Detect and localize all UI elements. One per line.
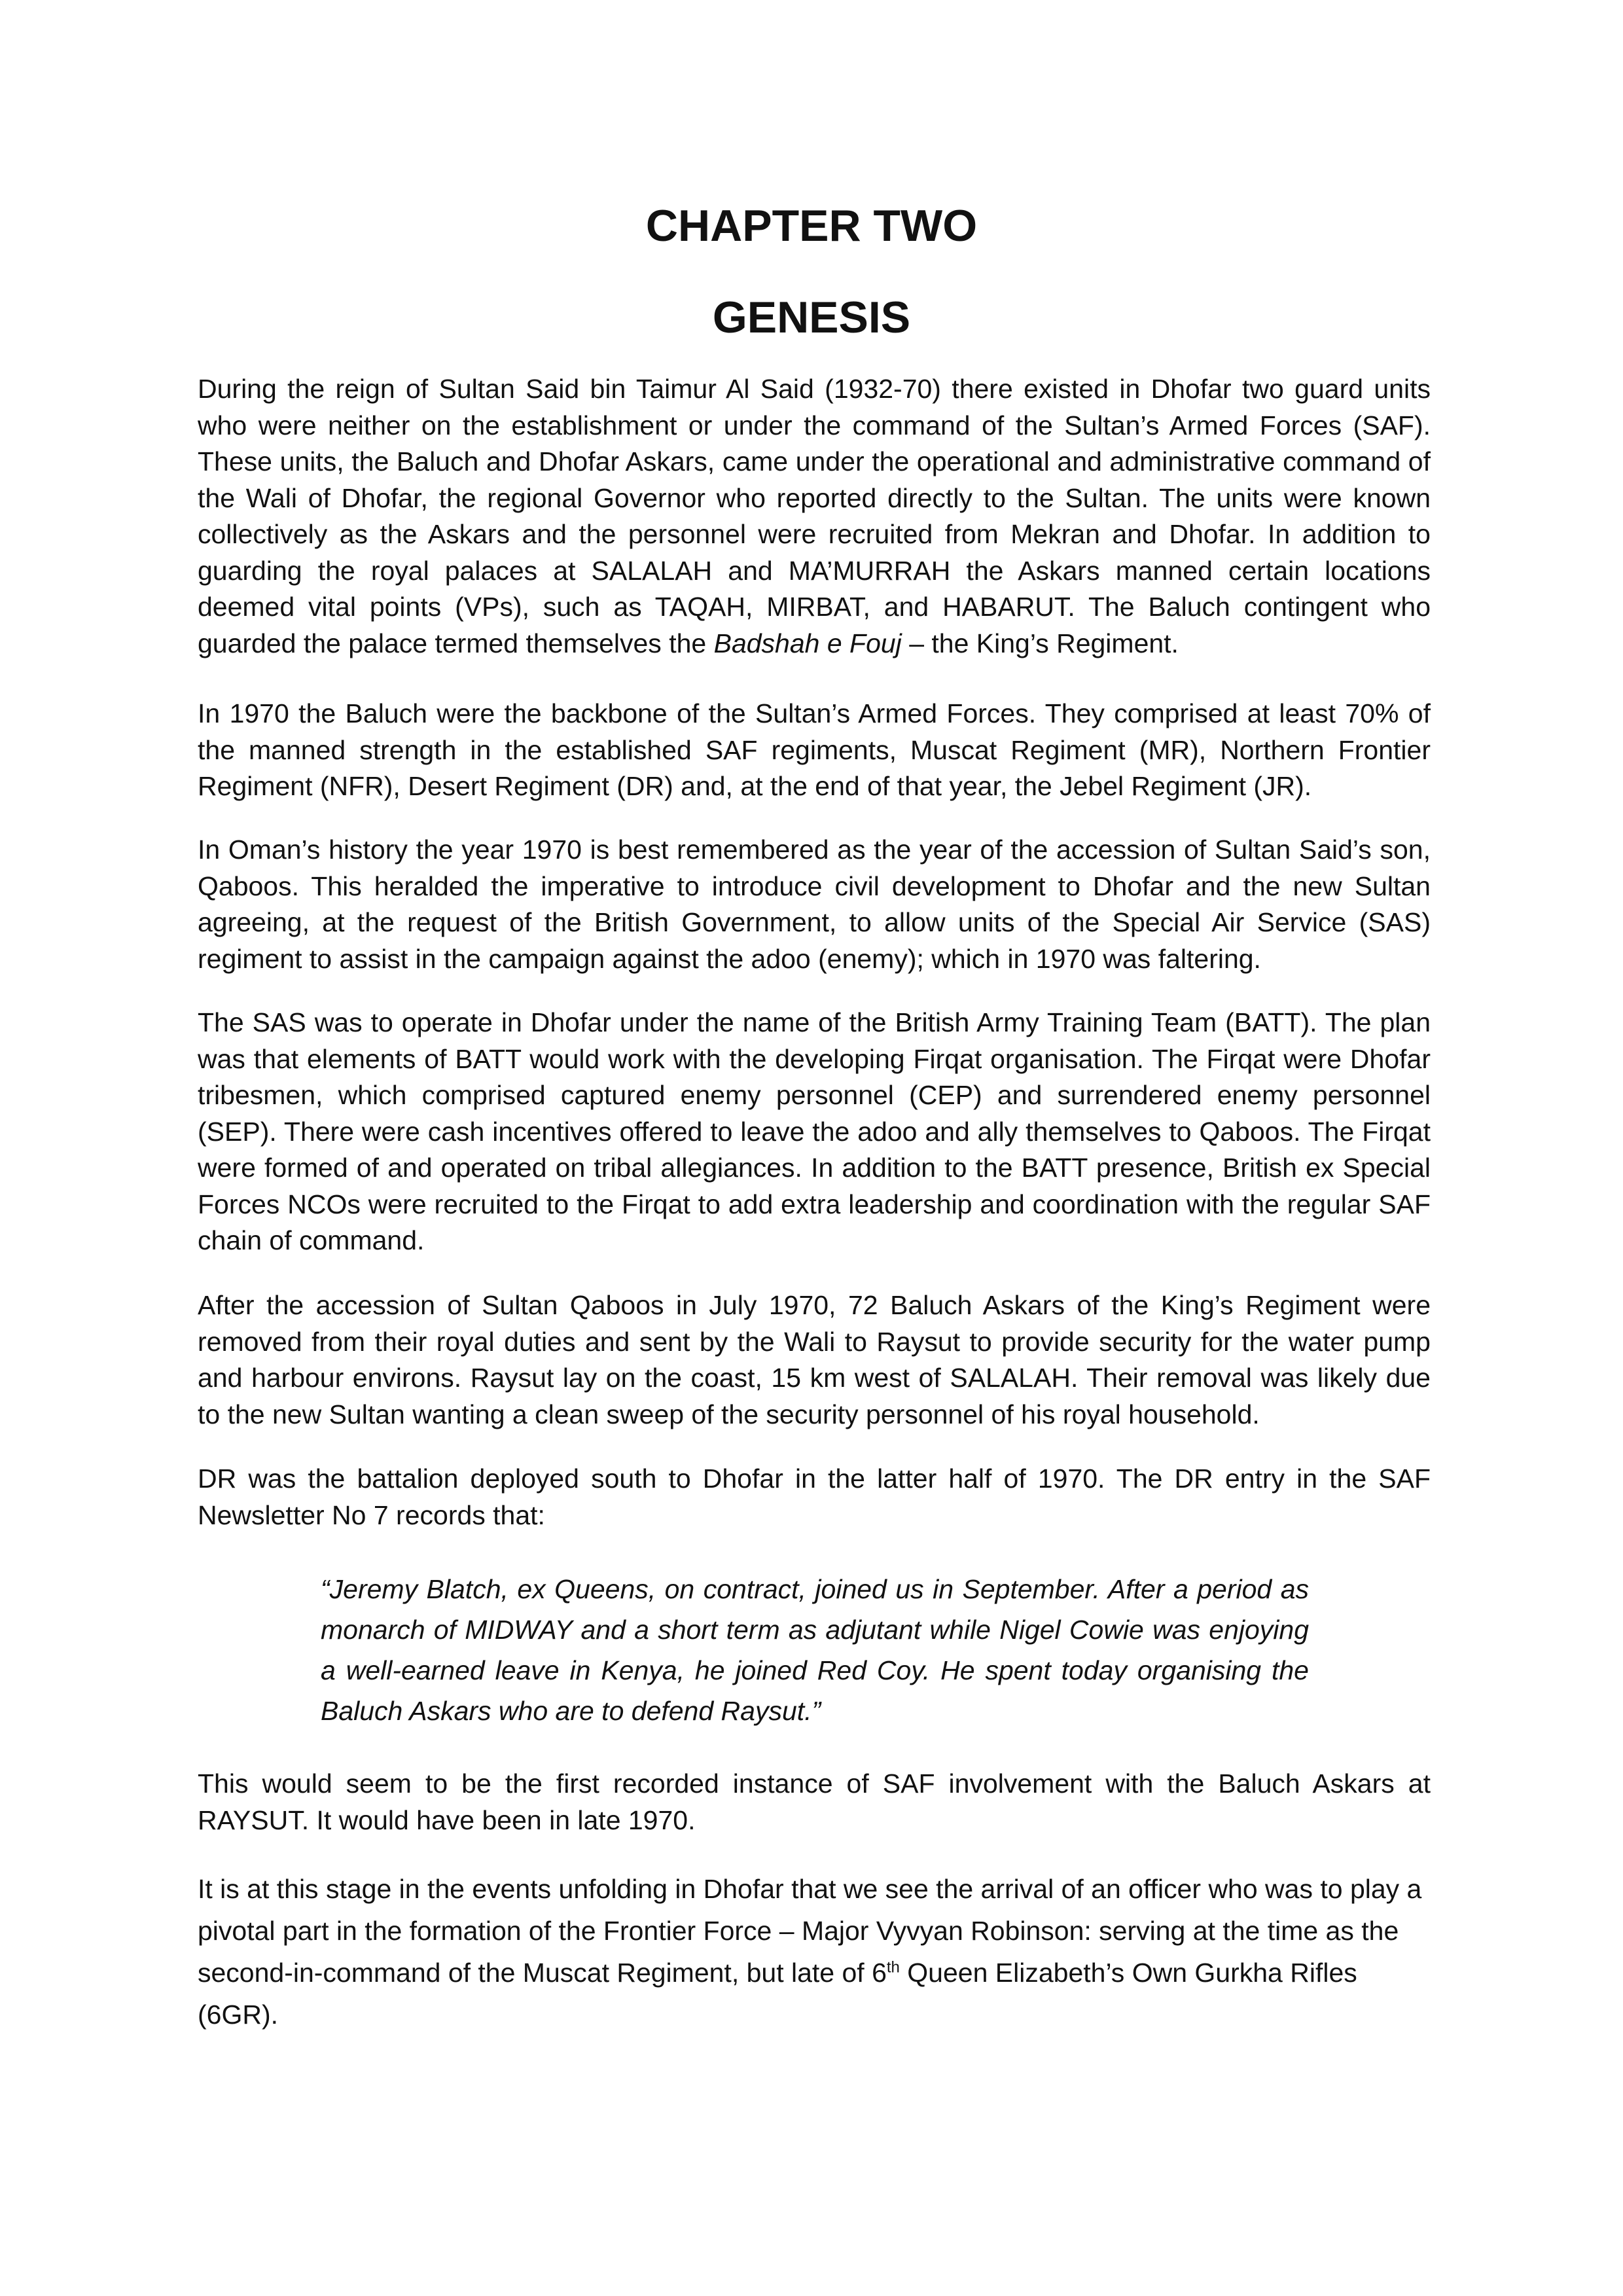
paragraph-robinson-text-end: Queen Elizabeth’s Own Gurkha Rifles (6GR). xyxy=(198,1958,1357,2030)
paragraph-sas-batt: The SAS was to operate in Dhofar under the name of the British Army Training Team (BATT). The plan was that elements of BATT would work with the developing Firqat organisation. The Firqat were Dhofar tribesmen, which comprised captured enemy personnel (CEP) and surrendered enemy personnel (SEP). There were cash incentives offered to leave the adoo and ally themselves to Qaboos. The Firqat were formed of and operated on tribal allegiances. In addition to the BATT presence, British ex Special Forces NCOs were recruited to the Firqat to add extra leadership and coordination with the regular SAF chain of command. xyxy=(198,1007,1431,1255)
ordinal-superscript: th xyxy=(886,1958,900,1977)
paragraph-baluch-backbone: In 1970 the Baluch were the backbone of the Sultan’s Armed Forces. They comprised at least 70% of the manned strength in the established SAF regiments, Muscat Regiment (MR), Northern Frontier Regiment (NFR), Desert Regiment (DR) and, at the end of that year, the Jebel Regiment (JR). xyxy=(198,698,1431,801)
paragraph-askars xyxy=(198,371,1431,662)
paragraph-first-involvement: This would seem to be the first recorded instance of SAF involvement with the Baluch Askars at RAYSUT. It would have been in late 1970. xyxy=(198,1768,1431,1835)
paragraph-askars-text-end: – the King’s Regiment. xyxy=(901,628,1179,658)
paragraph-askars-text: During the reign of Sultan Said bin Taimur Al Said (1932-70) there existed in Dhofar two guard units who were neither on the establishment or under the command of the Sultan’s Armed Forces (SAF). These units, the Baluch and Dhofar Askars, came under the operational and administrative command of the Wali of Dhofar, the regional Governor who reported directly to the Sultan. The units were known collectively as the Askars and the personnel were recruited from Mekran and Dhofar. In addition to guarding the royal palaces at SALALAH and MA’MURRAH the Askars manned certain locations deemed vital points (VPs), such as TAQAH, MIRBAT, and HABARUT. The Baluch contingent who guarded the palace termed themselves the xyxy=(198,374,1431,658)
block-quote-newsletter: “Jeremy Blatch, ex Queens, on contract, joined us in September. After a period as monarch of MIDWAY and a short term as adjutant while Nigel Cowie was enjoying a well-earned leave in Kenya, he joined Red Coy. He spent today organising the Baluch Askars who are to defend Raysut.” xyxy=(321,1574,1309,1726)
paragraph-robinson-text: It is at this stage in the events unfolding in Dhofar that we see the arrival of an officer who was to play a pivotal part in the formation of the Frontier Force – Major Vyvyan Robinson: serving at the time as the second-in-command of the Muscat Regiment, but late of 6 xyxy=(198,1874,1422,1988)
chapter-title: GENESIS xyxy=(712,293,911,342)
paragraph-askars-italic: Badshah e Fouj xyxy=(713,628,902,658)
paragraph-accession: In Oman’s history the year 1970 is best remembered as the year of the accession of Sultan Said’s son, Qaboos. This heralded the imperative to introduce civil development to Dhofar and the new Sultan agreeing, at the request of the British Government, to allow units of the Special Air Service (SAS) regiment to assist in the campaign against the adoo (enemy); which in 1970 was faltering. xyxy=(198,834,1431,974)
paragraph-raysut: After the accession of Sultan Qaboos in July 1970, 72 Baluch Askars of the King’s Regiment were removed from their royal duties and sent by the Wali to Raysut to provide security for the water pump and harbour environs. Raysut lay on the coast, 15 km west of SALALAH. Their removal was likely due to the new Sultan wanting a clean sweep of the security personnel of his royal household. xyxy=(198,1290,1431,1429)
paragraph-robinson xyxy=(198,1868,1431,2036)
chapter-heading: CHAPTER TWO xyxy=(645,201,978,251)
paragraph-dr-newsletter: DR was the battalion deployed south to Dhofar in the latter half of 1970. The DR entry in the SAF Newsletter No 7 records that: xyxy=(198,1463,1431,1530)
